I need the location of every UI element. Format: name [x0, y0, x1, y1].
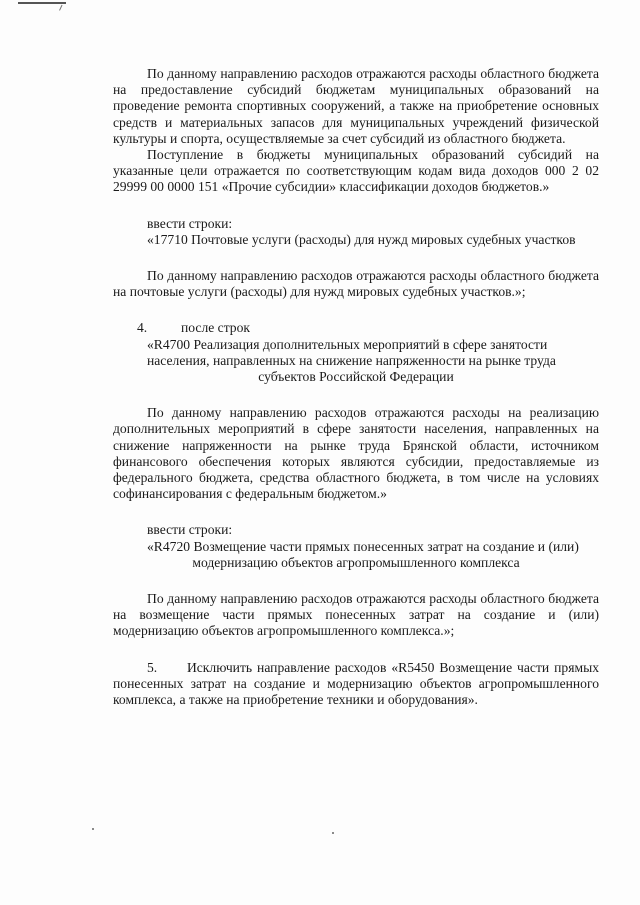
item-5-text: Исключить направление расходов «R5450 Возмещение части прямых понесенных затрат на создание и модернизацию объектов агропромышленного комплекса, а также на приобретение техники и оборудования». — [113, 659, 599, 708]
scan-artifact-mark — [18, 2, 66, 7]
item-5-number: 5. — [147, 659, 158, 675]
paragraph-subsidies-income: Поступление в бюджеты муниципальных образований субсидий на указанные цели отражается по соответствующим кодам вида доходов 000 2 02 29999 00 0000 151 «Прочие субсидии» классификации доходов бюджетов.» — [113, 147, 599, 195]
code-r4720-line2: модернизацию объектов агропромышленного комплекса — [192, 554, 520, 570]
paragraph-employment: По данному направлению расходов отражаются расходы на реализацию дополнительных мероприятий в сфере занятости населения, направленных на снижение напряженности на рынке труда Брянской области, источником финансового обеспечения которых являются субсидии, предоставляемые из федерального бюджета, средства областного бюджета, в том числе на условиях софинансирования с федеральным бюджетом.» — [113, 405, 599, 502]
item-4 — [113, 320, 599, 336]
code-r4700-line2: населения, направленных на снижение напряженности на рынке труда — [147, 352, 556, 368]
item-4-number: 4. — [137, 320, 148, 336]
scan-speck — [92, 828, 94, 830]
paragraph-agro-complex: По данному направлению расходов отражаются расходы областного бюджета на возмещение части прямых понесенных затрат на создание и (или) модернизацию объектов агропромышленного комплекса.»; — [113, 591, 599, 639]
paragraph-subsidies-sport: По данному направлению расходов отражаются расходы областного бюджета на предоставление субсидий бюджетам муниципальных образований на проведение ремонта спортивных сооружений, а также на приобретение основных средств и материальных запасов для муниципальных учреждений физической культуры и спорта, осуществляемые за счет субсидий из областного бюджета. — [113, 66, 599, 146]
scan-speck — [332, 832, 334, 834]
item-4-text: после строк — [181, 320, 250, 336]
paragraph-postal-services: По данному направлению расходов отражаются расходы областного бюджета на почтовые услуги (расходы) для нужд мировых судебных участков.»; — [113, 268, 599, 300]
code-r4700-line3: субъектов Российской Федерации — [258, 369, 454, 385]
code-r4720-line1: «R4720 Возмещение части прямых понесенных затрат на создание и (или) — [147, 538, 579, 554]
lead-insert-lines-1: ввести строки: — [147, 215, 233, 231]
code-r4700-line1: «R4700 Реализация дополнительных мероприятий в сфере занятости — [147, 336, 548, 352]
document-page — [113, 66, 599, 708]
scan-artifact-tick — [59, 5, 68, 13]
lead-insert-lines-2: ввести строки: — [147, 522, 233, 538]
item-5 — [113, 660, 599, 709]
code-17710: «17710 Почтовые услуги (расходы) для нужд мировых судебных участков — [147, 231, 576, 247]
